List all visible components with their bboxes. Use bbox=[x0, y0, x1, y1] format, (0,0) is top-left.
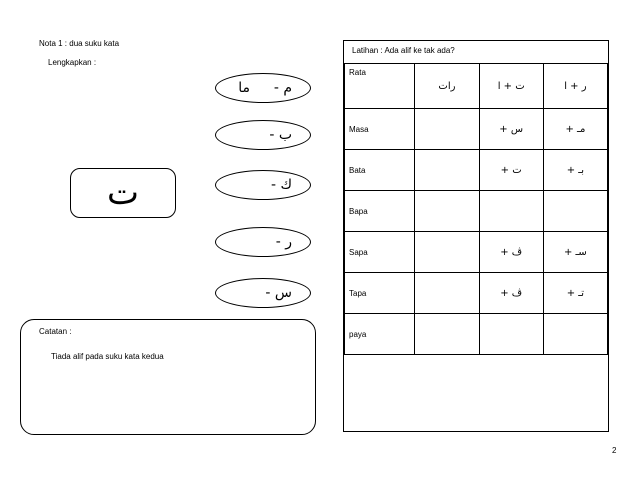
exercise-frame bbox=[343, 40, 609, 432]
syllable-2-cell bbox=[479, 314, 543, 355]
syllable-1-cell: بـ + bbox=[543, 150, 607, 191]
oval-3 bbox=[215, 227, 311, 257]
oval-4-text: س - bbox=[265, 285, 292, 301]
table-row bbox=[345, 314, 608, 355]
big-letter-box bbox=[70, 168, 176, 218]
answer-cell bbox=[415, 109, 479, 150]
oval-0-extra: ما bbox=[238, 80, 250, 96]
instruction-label: Lengkapkan : bbox=[48, 58, 97, 67]
syllable-1-cell: سـ + bbox=[543, 232, 607, 273]
oval-4 bbox=[215, 278, 311, 308]
answer-cell bbox=[415, 232, 479, 273]
word-cell: paya bbox=[345, 314, 415, 355]
answer-cell bbox=[415, 273, 479, 314]
oval-2 bbox=[215, 170, 311, 200]
table-row bbox=[345, 191, 608, 232]
catatan-box bbox=[20, 319, 316, 435]
syllable-2-cell: ڤ + bbox=[479, 232, 543, 273]
word-cell: Sapa bbox=[345, 232, 415, 273]
syllable-2-cell: س + bbox=[479, 109, 543, 150]
answer-cell bbox=[415, 314, 479, 355]
oval-3-text: ر - bbox=[275, 234, 292, 250]
catatan-body: Tiada alif pada suku kata kedua bbox=[51, 352, 164, 361]
syllable-2-cell: ت + bbox=[479, 150, 543, 191]
table-row bbox=[345, 64, 608, 109]
table-row bbox=[345, 150, 608, 191]
exercise-title: Latihan : Ada alif ke tak ada? bbox=[352, 46, 455, 55]
word-cell: Bapa bbox=[345, 191, 415, 232]
word-cell: Tapa bbox=[345, 273, 415, 314]
word-cell: Bata bbox=[345, 150, 415, 191]
syllable-1-cell: مـ + bbox=[543, 109, 607, 150]
syllable-2-cell: ڤ + bbox=[479, 273, 543, 314]
syllable-1-cell bbox=[543, 191, 607, 232]
table-row bbox=[345, 273, 608, 314]
big-letter: ت bbox=[107, 173, 140, 213]
syllable-2-cell bbox=[479, 191, 543, 232]
oval-0-text: م - bbox=[273, 80, 292, 96]
table-row bbox=[345, 109, 608, 150]
syllable-1-cell bbox=[543, 314, 607, 355]
syllable-1-cell: تـ + bbox=[543, 273, 607, 314]
oval-1 bbox=[215, 120, 311, 150]
syllable-2-cell: ت + ا bbox=[479, 64, 543, 109]
oval-2-text: ك - bbox=[270, 177, 292, 193]
syllable-1-cell: ر + ا bbox=[543, 64, 607, 109]
answer-cell: رات bbox=[415, 64, 479, 109]
word-cell: Rata bbox=[345, 64, 415, 109]
note-title: Nota 1 : dua suku kata bbox=[39, 39, 120, 48]
catatan-title: Catatan : bbox=[39, 327, 72, 336]
oval-1-text: ب - bbox=[269, 127, 292, 143]
word-cell: Masa bbox=[345, 109, 415, 150]
answer-cell bbox=[415, 150, 479, 191]
oval-0 bbox=[215, 73, 311, 103]
answer-cell bbox=[415, 191, 479, 232]
exercise-table bbox=[344, 63, 608, 355]
page-number: 2 bbox=[612, 446, 617, 455]
table-row bbox=[345, 232, 608, 273]
